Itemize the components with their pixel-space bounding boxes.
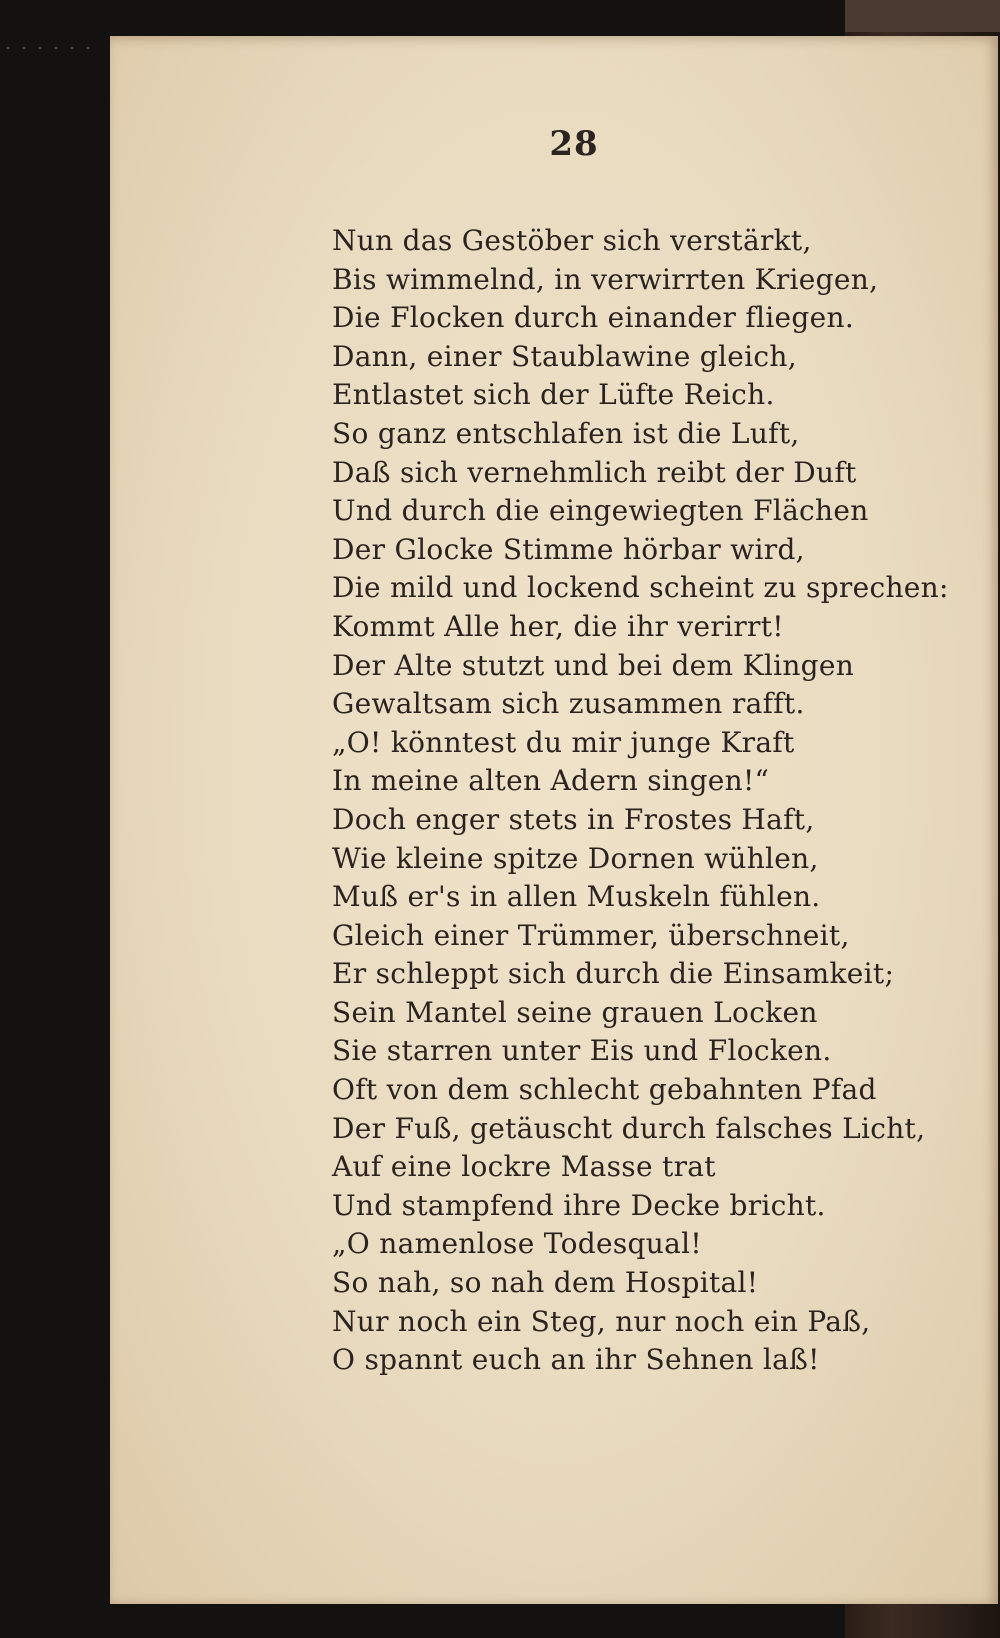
poem-line: Und stampfend ihre Decke bricht. [332,1188,826,1222]
poem-line: Die Flocken durch einander fliegen. [332,301,855,335]
book-page [110,36,998,1604]
poem-line: Kommt Alle her, die ihr verirrt! [332,609,784,643]
scanner-edge-dots [0,46,100,50]
poem-line: Und durch die eingewiegten Flächen [332,494,869,528]
poem-line: Oft von dem schlecht gebahnten Pfad [332,1073,877,1107]
poem-line: Dann, einer Staublawine gleich, [332,339,797,373]
poem-line: Der Fuß, getäuscht durch falsches Licht, [332,1111,926,1145]
poem-line: Sie starren unter Eis und Flocken. [332,1034,832,1068]
poem-line: Die mild und lockend scheint zu sprechen: [332,571,949,605]
poem-line: Der Alte stutzt und bei dem Klingen [332,648,855,682]
poem-line: Der Glocke Stimme hörbar wird, [332,532,805,566]
book-cover-corner [845,0,1000,32]
poem-line: Daß sich vernehmlich reibt der Duft [332,455,857,489]
poem-line: O spannt euch an ihr Sehnen laß! [332,1343,820,1377]
poem-line: Wie kleine spitze Dornen wühlen, [332,841,819,875]
poem-line: So nah, so nah dem Hospital! [332,1266,759,1300]
poem-line: Auf eine lockre Masse trat [332,1150,716,1184]
poem-line: Entlastet sich der Lüfte Reich. [332,378,775,412]
poem-line: „O! könntest du mir junge Kraft [332,725,795,759]
poem-text [332,222,972,1380]
page-number: 28 [549,124,599,164]
poem-line: In meine alten Adern singen!“ [332,764,770,798]
poem-line: Sein Mantel seine grauen Locken [332,995,818,1029]
poem-line: So ganz entschlafen ist die Luft, [332,416,800,450]
poem-line: Doch enger stets in Frostes Haft, [332,802,815,836]
poem-line: Nur noch ein Steg, nur noch ein Paß, [332,1304,871,1338]
poem-line: „O namenlose Todesqual! [332,1227,702,1261]
poem-line: Er schleppt sich durch die Einsamkeit; [332,957,895,991]
poem-line: Gleich einer Trümmer, überschneit, [332,918,850,952]
poem-line: Bis wimmelnd, in verwirrten Kriegen, [332,262,879,296]
poem-line: Nun das Gestöber sich verstärkt, [332,224,812,257]
poem-line: Muß er's in allen Muskeln fühlen. [332,880,821,914]
poem-line: Gewaltsam sich zusammen rafft. [332,687,805,721]
